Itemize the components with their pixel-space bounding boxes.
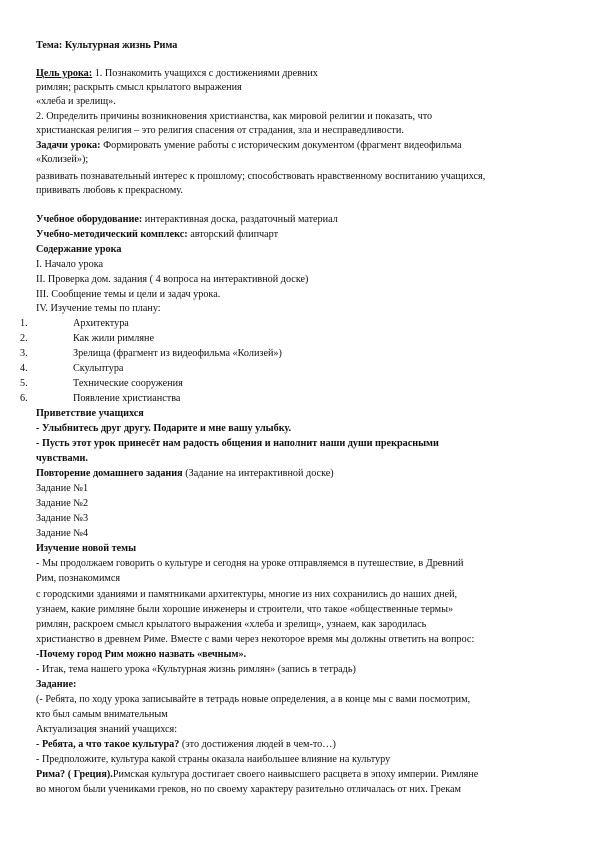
guess-line-1: - Предположите, культура какой страны оказала наибольшее влияние на культуру <box>36 754 391 765</box>
goal-text: 1. Познакомить учащихся с достижениями древних <box>92 68 318 79</box>
guess-text: Римская культура достигает своего наивысшего расцвета в эпоху империи. Римляне <box>112 769 479 780</box>
plan-item: Как жили римляне <box>73 333 154 344</box>
equipment-line <box>36 213 338 227</box>
tasks-line-3: развивать познавательный интерес к прошлому; способствовать нравственному воспитанию учащихся, <box>36 171 486 182</box>
plan-number: 4. <box>20 363 28 374</box>
equipment-label: Учебное оборудование: <box>36 214 143 225</box>
greeting-heading: Приветствие учащихся <box>36 408 144 419</box>
review-label: Повторение домашнего задания <box>36 468 183 479</box>
new-topic-heading: Изучение новой темы <box>36 543 137 554</box>
goal-line-2: римлян; раскрыть смысл крылатого выражения <box>36 82 242 93</box>
goal-line-4: 2. Определить причины возникновения христианства, как мировой религии и показать, что <box>36 111 433 122</box>
culture-answer: (это достижения людей в чем-то…) <box>179 739 336 750</box>
stage-2: II. Проверка дом. задания ( 4 вопроса на интерактивной доске) <box>36 274 309 285</box>
homework-task: Задание №2 <box>36 498 89 509</box>
guess-line-3: во многом были учениками греков, но по своему характеру разительно отличалась от них. Грекам <box>36 784 462 795</box>
topic-line: - Итак, тема нашего урока «Культурная жизнь римлян» (запись в тетрадь) <box>36 664 356 675</box>
complex-label: Учебно-методический комплекс: <box>36 229 188 240</box>
plan-item: Технические сооружения <box>73 378 183 389</box>
assignment-line-1: (- Ребята, по ходу урока записывайте в тетрадь новые определения, а в конце мы с вами посмотрим, <box>36 694 471 705</box>
goal-line-1 <box>36 67 318 81</box>
stage-3: III. Сообщение темы и цели и задач урока. <box>36 289 221 300</box>
actualization-heading: Актуализация знаний учащихся: <box>36 724 178 735</box>
review-text: (Задание на интерактивной доске) <box>182 468 334 479</box>
plan-item: Скульптура <box>73 363 124 374</box>
stage-4: IV. Изучение темы по плану: <box>36 303 161 314</box>
complex-line <box>36 228 278 242</box>
content-heading: Содержание урока <box>36 244 122 255</box>
plan-number: 3. <box>20 348 28 359</box>
study-line-2: Рим, познакомимся <box>36 573 121 584</box>
culture-question-line <box>36 738 336 752</box>
stage-1: I. Начало урока <box>36 259 104 270</box>
tasks-line-4: прививать любовь к прекрасному. <box>36 185 183 196</box>
plan-number: 2. <box>20 333 28 344</box>
review-line <box>36 467 334 481</box>
guess-answer: Рима? ( Греция). <box>36 769 113 780</box>
greeting-line-1: - Улыбнитесь друг другу. Подарите и мне вашу улыбку. <box>36 423 292 434</box>
homework-task: Задание №4 <box>36 528 89 539</box>
plan-number: 5. <box>20 378 28 389</box>
tasks-line-2: «Колизей»); <box>36 154 89 165</box>
tasks-label: Задачи урока: <box>36 140 101 151</box>
assignment-heading: Задание: <box>36 679 77 690</box>
guess-line-2 <box>36 768 478 782</box>
study-line-1: - Мы продолжаем говорить о культуре и сегодня на уроке отправляемся в путешествие, в Древний <box>36 558 464 569</box>
plan-number: 6. <box>20 393 28 404</box>
plan-item: Появление христианства <box>73 393 181 404</box>
study-line-6: христианство в древнем Риме. Вместе с вами через некоторое время мы должны ответить на вопрос: <box>36 634 475 645</box>
goal-line-3: «хлеба и зрелищ». <box>36 96 116 107</box>
assignment-line-2: кто был самым внимательным <box>36 709 168 720</box>
homework-task: Задание №3 <box>36 513 89 524</box>
tasks-line-1 <box>36 139 462 153</box>
plan-number: 1. <box>20 318 28 329</box>
study-line-3: с городскими зданиями и памятниками архитектуры, многие из них сохранились до наших дней, <box>36 589 458 600</box>
equipment-text: интерактивная доска, раздаточный материал <box>142 214 338 225</box>
study-line-4: узнаем, какие римляне были хорошие инженеры и строители, что такое «общественные термы» <box>36 604 454 615</box>
greeting-line-3: чувствами. <box>36 453 88 464</box>
homework-task: Задание №1 <box>36 483 89 494</box>
culture-question: - Ребята, а что такое культура? <box>36 739 180 750</box>
lesson-title: Тема: Культурная жизнь Рима <box>36 40 178 51</box>
greeting-line-2: - Пусть этот урок принесёт нам радость общения и наполнит наши души прекрасными <box>36 438 439 449</box>
goal-label: Цель урока: <box>36 68 93 79</box>
goal-line-5: христианская религия – это религия спасения от страдания, зла и несправедливости. <box>36 125 404 136</box>
plan-item: Архитектура <box>73 318 129 329</box>
study-line-5: римлян, раскроем смысл крылатого выражения «хлеба и зрелищ», узнаем, как зародилась <box>36 619 427 630</box>
complex-text: авторский флипчарт <box>187 229 279 240</box>
key-question: -Почему город Рим можно назвать «вечным». <box>36 649 247 660</box>
plan-item: Зрелища (фрагмент из видеофильма «Колизей») <box>73 348 282 359</box>
tasks-text: Формировать умение работы с историческим документом (фрагмент видеофильма <box>100 140 462 151</box>
